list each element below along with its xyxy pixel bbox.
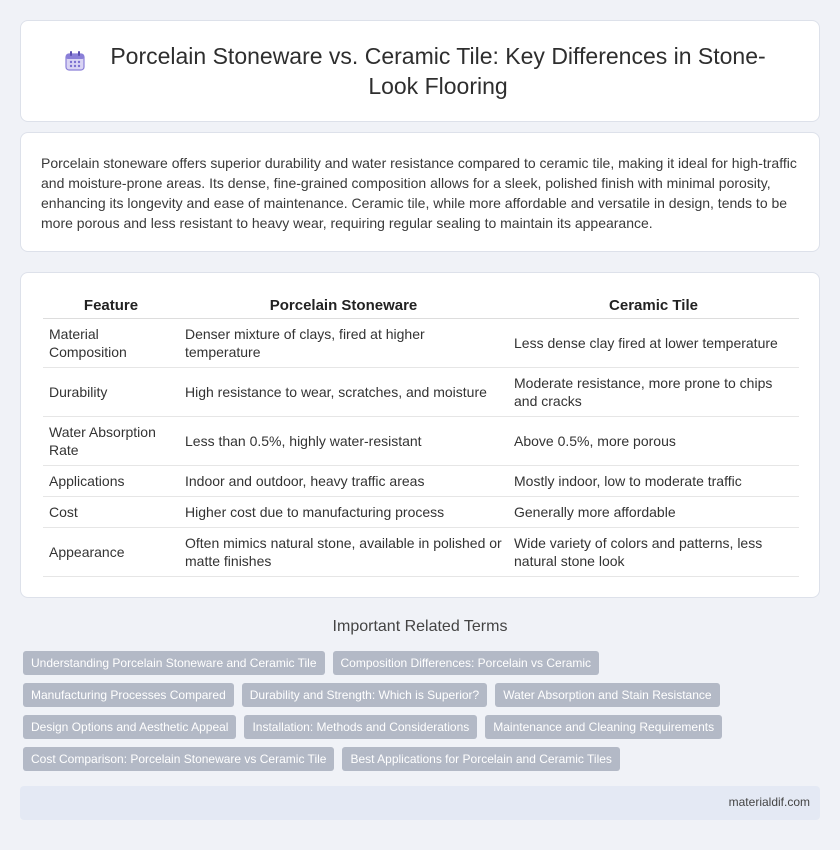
related-term-tag[interactable]: Best Applications for Porcelain and Ceramic Tiles [342,747,619,771]
table-cell-ceramic: Mostly indoor, low to moderate traffic [508,466,799,497]
table-cell-porcelain: High resistance to wear, scratches, and moisture [179,368,508,417]
table-row [43,466,799,497]
title-card [20,20,820,122]
table-cell-porcelain: Higher cost due to manufacturing process [179,497,508,528]
related-term-tag[interactable]: Composition Differences: Porcelain vs Ceramic [333,651,600,675]
table-row [43,528,799,577]
table-cell-ceramic: Wide variety of colors and patterns, less natural stone look [508,528,799,577]
table-row [43,319,799,368]
table-cell-ceramic: Moderate resistance, more prone to chips and cracks [508,368,799,417]
table-cell-feature: Cost [43,497,179,528]
related-term-tag[interactable]: Understanding Porcelain Stoneware and Ceramic Tile [23,651,325,675]
related-term-tag[interactable]: Cost Comparison: Porcelain Stoneware vs Ceramic Tile [23,747,334,771]
table-cell-ceramic: Above 0.5%, more porous [508,417,799,466]
table-cell-feature: Durability [43,368,179,417]
table-row [43,417,799,466]
table-row [43,497,799,528]
footer-site-name[interactable]: materialdif.com [728,795,810,809]
table-cell-feature: Appearance [43,528,179,577]
table-cell-porcelain: Less than 0.5%, highly water-resistant [179,417,508,466]
related-terms-list [23,651,819,779]
table-cell-porcelain: Denser mixture of clays, fired at higher temperature [179,319,508,368]
table-cell-feature: Water Absorption Rate [43,417,179,466]
table-cell-porcelain: Indoor and outdoor, heavy traffic areas [179,466,508,497]
related-term-tag[interactable]: Design Options and Aesthetic Appeal [23,715,236,739]
footer [20,786,820,820]
column-header-ceramic: Ceramic Tile [508,293,799,319]
table-cell-porcelain: Often mimics natural stone, available in polished or matte finishes [179,528,508,577]
table-row [43,368,799,417]
related-term-tag[interactable]: Manufacturing Processes Compared [23,683,234,707]
related-term-tag[interactable]: Water Absorption and Stain Resistance [495,683,719,707]
related-terms-heading: Important Related Terms [332,618,508,635]
table-cell-ceramic: Less dense clay fired at lower temperature [508,319,799,368]
intro-card [20,132,820,252]
page-title: Porcelain Stoneware vs. Ceramic Tile: Key Differences in Stone-Look Flooring [110,43,766,99]
related-term-tag[interactable]: Installation: Methods and Considerations [244,715,477,739]
related-term-tag[interactable]: Durability and Strength: Which is Superior? [242,683,487,707]
comparison-table [43,293,799,577]
related-term-tag[interactable]: Maintenance and Cleaning Requirements [485,715,722,739]
comparison-table-card [20,272,820,598]
table-header-row [43,293,799,319]
intro-paragraph: Porcelain stoneware offers superior durability and water resistance compared to ceramic tile, making it ideal for high-traffic and moisture-prone areas. Its dense, fine-grained composition allows for a sleek, polished finish with minimal porosity, enhancing its longevity and ease of maintenance. Ceramic tile, while more affordable and versatile in design, tends to be more porous and less resistant to heavy wear, requiring regular sealing to maintain its appearance. [41,155,797,231]
table-cell-ceramic: Generally more affordable [508,497,799,528]
table-cell-feature: Material Composition [43,319,179,368]
table-cell-feature: Applications [43,466,179,497]
column-header-feature: Feature [43,293,179,319]
column-header-porcelain: Porcelain Stoneware [179,293,508,319]
